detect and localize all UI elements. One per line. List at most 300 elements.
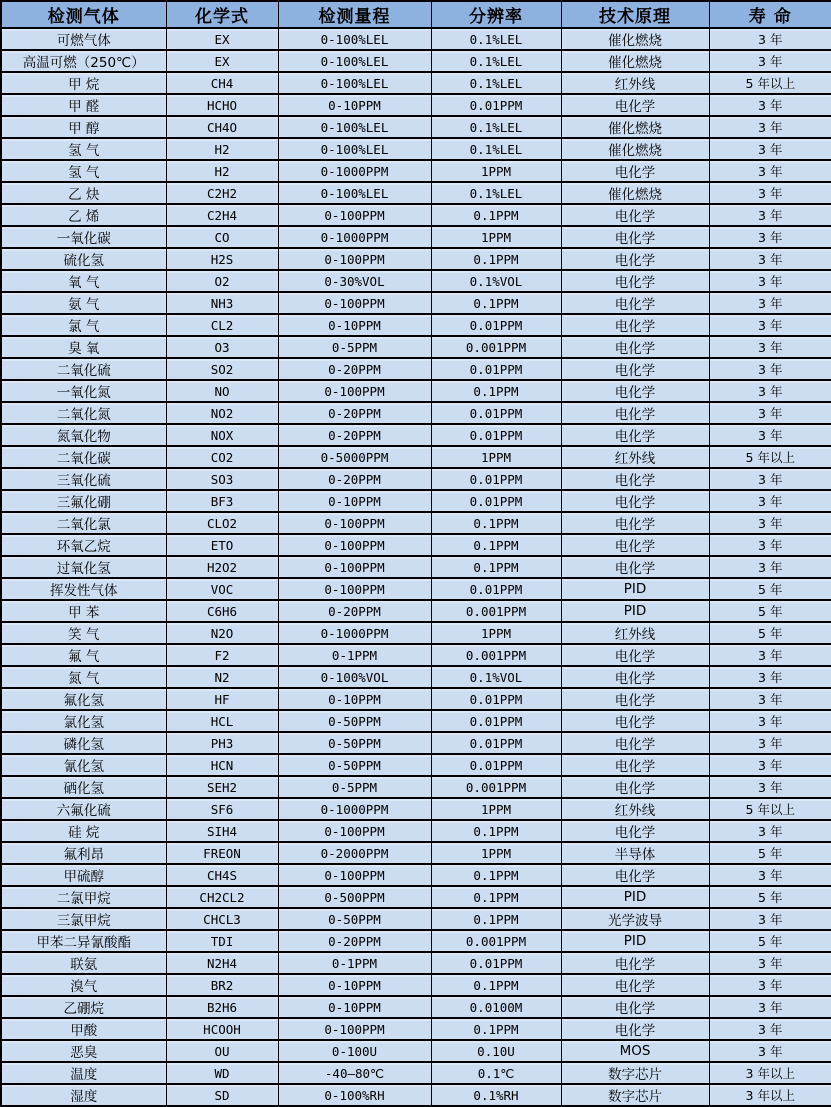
principle-cell: 电化学 [561, 248, 709, 270]
table-row [1, 578, 831, 600]
resolution-cell: 0.1%LEL [431, 116, 561, 138]
table-row [1, 732, 831, 754]
table-row [1, 1040, 831, 1062]
table-row [1, 1084, 831, 1106]
principle-cell: 催化燃烧 [561, 50, 709, 72]
header-row [1, 1, 831, 28]
table-row [1, 556, 831, 578]
resolution-cell: 0.01PPM [431, 710, 561, 732]
range-cell: 0-100U [278, 1040, 431, 1062]
range-cell: 0-100%LEL [278, 182, 431, 204]
table-header [1, 1, 831, 28]
gas-name-cell: 湿度 [1, 1084, 166, 1106]
gas-name-cell: 臭 氧 [1, 336, 166, 358]
range-cell: 0-20PPM [278, 402, 431, 424]
range-cell: 0-100%LEL [278, 138, 431, 160]
table-row [1, 358, 831, 380]
principle-cell: 电化学 [561, 754, 709, 776]
gas-name-cell: 甲硫醇 [1, 864, 166, 886]
lifespan-cell: 3 年 [709, 666, 831, 688]
lifespan-cell: 5 年 [709, 930, 831, 952]
gas-name-cell: 可燃气体 [1, 28, 166, 50]
range-cell: -40—80℃ [278, 1062, 431, 1084]
formula-cell: VOC [166, 578, 278, 600]
range-cell: 0-100PPM [278, 1018, 431, 1040]
lifespan-cell: 3 年 [709, 996, 831, 1018]
table-row [1, 710, 831, 732]
table-row [1, 490, 831, 512]
range-cell: 0-100PPM [278, 556, 431, 578]
range-cell: 0-100PPM [278, 820, 431, 842]
principle-cell: PID [561, 600, 709, 622]
gas-name-cell: 氢 气 [1, 138, 166, 160]
principle-cell: 电化学 [561, 710, 709, 732]
table-row [1, 534, 831, 556]
formula-cell: CH4 [166, 72, 278, 94]
lifespan-cell: 3 年 [709, 490, 831, 512]
table-row [1, 776, 831, 798]
formula-cell: NO2 [166, 402, 278, 424]
table-row [1, 50, 831, 72]
range-cell: 0-100PPM [278, 248, 431, 270]
gas-name-cell: 环氧乙烷 [1, 534, 166, 556]
formula-cell: CO2 [166, 446, 278, 468]
formula-cell: H2 [166, 138, 278, 160]
lifespan-cell: 3 年 [709, 710, 831, 732]
range-cell: 0-1000PPM [278, 160, 431, 182]
table-row [1, 644, 831, 666]
header-cell-formula: 化学式 [166, 1, 278, 28]
formula-cell: HF [166, 688, 278, 710]
range-cell: 0-50PPM [278, 754, 431, 776]
resolution-cell: 0.1%VOL [431, 270, 561, 292]
lifespan-cell: 5 年 [709, 622, 831, 644]
principle-cell: 电化学 [561, 292, 709, 314]
principle-cell: 电化学 [561, 732, 709, 754]
header-cell-lifespan: 寿 命 [709, 1, 831, 28]
principle-cell: PID [561, 886, 709, 908]
formula-cell: HCL [166, 710, 278, 732]
range-cell: 0-20PPM [278, 600, 431, 622]
formula-cell: CL2 [166, 314, 278, 336]
formula-cell: SF6 [166, 798, 278, 820]
table-row [1, 402, 831, 424]
resolution-cell: 0.001PPM [431, 930, 561, 952]
resolution-cell: 0.001PPM [431, 600, 561, 622]
table-row [1, 248, 831, 270]
gas-name-cell: 三氯甲烷 [1, 908, 166, 930]
formula-cell: EX [166, 28, 278, 50]
resolution-cell: 0.1PPM [431, 908, 561, 930]
formula-cell: EX [166, 50, 278, 72]
gas-name-cell: 甲苯二异氰酸酯 [1, 930, 166, 952]
principle-cell: 电化学 [561, 94, 709, 116]
range-cell: 0-50PPM [278, 908, 431, 930]
gas-name-cell: 乙 烯 [1, 204, 166, 226]
principle-cell: 催化燃烧 [561, 116, 709, 138]
gas-name-cell: 温度 [1, 1062, 166, 1084]
range-cell: 0-10PPM [278, 996, 431, 1018]
gas-name-cell: 二氧化氮 [1, 402, 166, 424]
table-row [1, 622, 831, 644]
principle-cell: 电化学 [561, 424, 709, 446]
formula-cell: O2 [166, 270, 278, 292]
resolution-cell: 0.01PPM [431, 424, 561, 446]
gas-name-cell: 氟利昂 [1, 842, 166, 864]
header-cell-principle: 技术原理 [561, 1, 709, 28]
principle-cell: 电化学 [561, 490, 709, 512]
lifespan-cell: 3 年 [709, 28, 831, 50]
lifespan-cell: 3 年 [709, 402, 831, 424]
formula-cell: SD [166, 1084, 278, 1106]
formula-cell: BR2 [166, 974, 278, 996]
lifespan-cell: 3 年 [709, 864, 831, 886]
lifespan-cell: 3 年 [709, 314, 831, 336]
gas-name-cell: 氨 气 [1, 292, 166, 314]
lifespan-cell: 3 年 [709, 424, 831, 446]
table-row [1, 512, 831, 534]
table-row [1, 270, 831, 292]
lifespan-cell: 3 年 [709, 776, 831, 798]
range-cell: 0-50PPM [278, 732, 431, 754]
gas-name-cell: 磷化氢 [1, 732, 166, 754]
range-cell: 0-5000PPM [278, 446, 431, 468]
principle-cell: 电化学 [561, 160, 709, 182]
gas-name-cell: 氯化氢 [1, 710, 166, 732]
formula-cell: N2O [166, 622, 278, 644]
range-cell: 0-1000PPM [278, 622, 431, 644]
principle-cell: 电化学 [561, 204, 709, 226]
formula-cell: CLO2 [166, 512, 278, 534]
resolution-cell: 0.001PPM [431, 776, 561, 798]
range-cell: 0-100%LEL [278, 50, 431, 72]
range-cell: 0-10PPM [278, 688, 431, 710]
gas-name-cell: 甲酸 [1, 1018, 166, 1040]
gas-name-cell: 硫化氢 [1, 248, 166, 270]
lifespan-cell: 3 年 [709, 1040, 831, 1062]
table-row [1, 292, 831, 314]
table-row [1, 996, 831, 1018]
lifespan-cell: 3 年 [709, 974, 831, 996]
gas-name-cell: 乙硼烷 [1, 996, 166, 1018]
formula-cell: HCHO [166, 94, 278, 116]
range-cell: 0-100%LEL [278, 116, 431, 138]
formula-cell: CO [166, 226, 278, 248]
lifespan-cell: 5 年 [709, 886, 831, 908]
lifespan-cell: 5 年以上 [709, 72, 831, 94]
resolution-cell: 0.1%LEL [431, 28, 561, 50]
range-cell: 0-100%RH [278, 1084, 431, 1106]
formula-cell: FREON [166, 842, 278, 864]
range-cell: 0-100PPM [278, 864, 431, 886]
principle-cell: 电化学 [561, 534, 709, 556]
range-cell: 0-100PPM [278, 380, 431, 402]
formula-cell: TDI [166, 930, 278, 952]
gas-name-cell: 一氧化氮 [1, 380, 166, 402]
table-row [1, 1062, 831, 1084]
resolution-cell: 0.01PPM [431, 952, 561, 974]
table-row [1, 226, 831, 248]
table-row [1, 468, 831, 490]
lifespan-cell: 3 年 [709, 952, 831, 974]
range-cell: 0-500PPM [278, 886, 431, 908]
formula-cell: CH4S [166, 864, 278, 886]
table-row [1, 182, 831, 204]
formula-cell: PH3 [166, 732, 278, 754]
resolution-cell: 0.1%VOL [431, 666, 561, 688]
lifespan-cell: 3 年 [709, 754, 831, 776]
lifespan-cell: 3 年 [709, 204, 831, 226]
resolution-cell: 0.1%LEL [431, 50, 561, 72]
table-row [1, 886, 831, 908]
principle-cell: PID [561, 578, 709, 600]
formula-cell: HCN [166, 754, 278, 776]
formula-cell: C2H4 [166, 204, 278, 226]
lifespan-cell: 3 年以上 [709, 1062, 831, 1084]
resolution-cell: 0.1PPM [431, 1018, 561, 1040]
gas-name-cell: 三氧化硫 [1, 468, 166, 490]
principle-cell: 电化学 [561, 402, 709, 424]
range-cell: 0-5PPM [278, 336, 431, 358]
principle-cell: 电化学 [561, 314, 709, 336]
resolution-cell: 0.1PPM [431, 204, 561, 226]
principle-cell: 电化学 [561, 974, 709, 996]
formula-cell: NOX [166, 424, 278, 446]
principle-cell: 电化学 [561, 468, 709, 490]
gas-name-cell: 二氧化硫 [1, 358, 166, 380]
resolution-cell: 1PPM [431, 842, 561, 864]
formula-cell: N2 [166, 666, 278, 688]
gas-name-cell: 氮 气 [1, 666, 166, 688]
lifespan-cell: 3 年 [709, 182, 831, 204]
formula-cell: H2S [166, 248, 278, 270]
resolution-cell: 0.01PPM [431, 314, 561, 336]
range-cell: 0-20PPM [278, 358, 431, 380]
range-cell: 0-1000PPM [278, 798, 431, 820]
formula-cell: CHCL3 [166, 908, 278, 930]
lifespan-cell: 3 年 [709, 644, 831, 666]
lifespan-cell: 3 年 [709, 732, 831, 754]
formula-cell: ETO [166, 534, 278, 556]
principle-cell: MOS [561, 1040, 709, 1062]
resolution-cell: 0.1%RH [431, 1084, 561, 1106]
table-row [1, 930, 831, 952]
table-row [1, 798, 831, 820]
table-row [1, 952, 831, 974]
range-cell: 0-10PPM [278, 490, 431, 512]
lifespan-cell: 3 年 [709, 468, 831, 490]
principle-cell: 光学波导 [561, 908, 709, 930]
lifespan-cell: 3 年 [709, 116, 831, 138]
principle-cell: 电化学 [561, 336, 709, 358]
range-cell: 0-2000PPM [278, 842, 431, 864]
range-cell: 0-50PPM [278, 710, 431, 732]
header-cell-range: 检测量程 [278, 1, 431, 28]
principle-cell: 催化燃烧 [561, 138, 709, 160]
principle-cell: 半导体 [561, 842, 709, 864]
principle-cell: 电化学 [561, 820, 709, 842]
formula-cell: SO2 [166, 358, 278, 380]
formula-cell: CH2CL2 [166, 886, 278, 908]
formula-cell: OU [166, 1040, 278, 1062]
range-cell: 0-20PPM [278, 468, 431, 490]
gas-name-cell: 过氧化氢 [1, 556, 166, 578]
resolution-cell: 1PPM [431, 160, 561, 182]
gas-name-cell: 甲 烷 [1, 72, 166, 94]
gas-name-cell: 甲 醛 [1, 94, 166, 116]
formula-cell: NO [166, 380, 278, 402]
formula-cell: H2O2 [166, 556, 278, 578]
principle-cell: 电化学 [561, 644, 709, 666]
resolution-cell: 1PPM [431, 446, 561, 468]
resolution-cell: 0.0100M [431, 996, 561, 1018]
table-row [1, 1018, 831, 1040]
range-cell: 0-20PPM [278, 930, 431, 952]
gas-name-cell: 二氧化碳 [1, 446, 166, 468]
gas-name-cell: 二氯甲烷 [1, 886, 166, 908]
lifespan-cell: 3 年 [709, 380, 831, 402]
range-cell: 0-100PPM [278, 204, 431, 226]
principle-cell: 红外线 [561, 798, 709, 820]
principle-cell: 电化学 [561, 996, 709, 1018]
principle-cell: 电化学 [561, 380, 709, 402]
gas-name-cell: 六氟化硫 [1, 798, 166, 820]
gas-name-cell: 一氧化碳 [1, 226, 166, 248]
principle-cell: 数字芯片 [561, 1084, 709, 1106]
formula-cell: F2 [166, 644, 278, 666]
range-cell: 0-10PPM [278, 94, 431, 116]
resolution-cell: 0.01PPM [431, 688, 561, 710]
table-row [1, 688, 831, 710]
formula-cell: B2H6 [166, 996, 278, 1018]
principle-cell: 电化学 [561, 1018, 709, 1040]
range-cell: 0-10PPM [278, 974, 431, 996]
principle-cell: 红外线 [561, 446, 709, 468]
range-cell: 0-1000PPM [278, 226, 431, 248]
resolution-cell: 0.01PPM [431, 468, 561, 490]
resolution-cell: 0.1PPM [431, 292, 561, 314]
table-row [1, 754, 831, 776]
lifespan-cell: 3 年 [709, 248, 831, 270]
table-row [1, 446, 831, 468]
principle-cell: 催化燃烧 [561, 28, 709, 50]
range-cell: 0-100%LEL [278, 28, 431, 50]
lifespan-cell: 3 年 [709, 94, 831, 116]
lifespan-cell: 5 年以上 [709, 798, 831, 820]
table-row [1, 72, 831, 94]
gas-name-cell: 乙 炔 [1, 182, 166, 204]
principle-cell: 电化学 [561, 556, 709, 578]
gas-name-cell: 氯 气 [1, 314, 166, 336]
table-row [1, 160, 831, 182]
principle-cell: 电化学 [561, 512, 709, 534]
lifespan-cell: 3 年 [709, 512, 831, 534]
header-cell-resolution: 分辨率 [431, 1, 561, 28]
lifespan-cell: 3 年以上 [709, 1084, 831, 1106]
formula-cell: C2H2 [166, 182, 278, 204]
formula-cell: BF3 [166, 490, 278, 512]
resolution-cell: 0.01PPM [431, 402, 561, 424]
resolution-cell: 0.01PPM [431, 578, 561, 600]
principle-cell: 电化学 [561, 666, 709, 688]
gas-name-cell: 氮氧化物 [1, 424, 166, 446]
formula-cell: CH4O [166, 116, 278, 138]
resolution-cell: 1PPM [431, 226, 561, 248]
gas-name-cell: 联氨 [1, 952, 166, 974]
formula-cell: O3 [166, 336, 278, 358]
principle-cell: 催化燃烧 [561, 182, 709, 204]
resolution-cell: 0.1℃ [431, 1062, 561, 1084]
lifespan-cell: 3 年 [709, 534, 831, 556]
formula-cell: SEH2 [166, 776, 278, 798]
lifespan-cell: 3 年 [709, 226, 831, 248]
resolution-cell: 0.01PPM [431, 94, 561, 116]
formula-cell: H2 [166, 160, 278, 182]
formula-cell: N2H4 [166, 952, 278, 974]
lifespan-cell: 5 年 [709, 842, 831, 864]
gas-name-cell: 氢 气 [1, 160, 166, 182]
range-cell: 0-100PPM [278, 512, 431, 534]
resolution-cell: 0.01PPM [431, 732, 561, 754]
range-cell: 0-5PPM [278, 776, 431, 798]
table-body [1, 28, 831, 1106]
lifespan-cell: 5 年 [709, 578, 831, 600]
principle-cell: 电化学 [561, 270, 709, 292]
gas-name-cell: 挥发性气体 [1, 578, 166, 600]
gas-name-cell: 氟化氢 [1, 688, 166, 710]
gas-name-cell: 恶臭 [1, 1040, 166, 1062]
table-row [1, 600, 831, 622]
gas-name-cell: 硅 烷 [1, 820, 166, 842]
formula-cell: WD [166, 1062, 278, 1084]
table-row [1, 336, 831, 358]
resolution-cell: 0.1PPM [431, 512, 561, 534]
range-cell: 0-30%VOL [278, 270, 431, 292]
gas-name-cell: 硒化氢 [1, 776, 166, 798]
lifespan-cell: 3 年 [709, 358, 831, 380]
range-cell: 0-20PPM [278, 424, 431, 446]
resolution-cell: 0.1PPM [431, 380, 561, 402]
principle-cell: 电化学 [561, 864, 709, 886]
resolution-cell: 0.1PPM [431, 974, 561, 996]
header-cell-gas: 检测气体 [1, 1, 166, 28]
resolution-cell: 0.1PPM [431, 820, 561, 842]
principle-cell: 红外线 [561, 622, 709, 644]
table-row [1, 820, 831, 842]
resolution-cell: 0.1PPM [431, 248, 561, 270]
lifespan-cell: 3 年 [709, 336, 831, 358]
principle-cell: 电化学 [561, 358, 709, 380]
resolution-cell: 0.10U [431, 1040, 561, 1062]
principle-cell: 电化学 [561, 226, 709, 248]
resolution-cell: 0.1%LEL [431, 138, 561, 160]
principle-cell: PID [561, 930, 709, 952]
range-cell: 0-100PPM [278, 534, 431, 556]
resolution-cell: 0.1PPM [431, 864, 561, 886]
range-cell: 0-1PPM [278, 644, 431, 666]
resolution-cell: 0.1PPM [431, 886, 561, 908]
table-row [1, 908, 831, 930]
lifespan-cell: 3 年 [709, 688, 831, 710]
table-row [1, 864, 831, 886]
table-row [1, 204, 831, 226]
formula-cell: HCOOH [166, 1018, 278, 1040]
range-cell: 0-100PPM [278, 292, 431, 314]
table-row [1, 314, 831, 336]
lifespan-cell: 3 年 [709, 160, 831, 182]
table-row [1, 138, 831, 160]
gas-name-cell: 甲 苯 [1, 600, 166, 622]
